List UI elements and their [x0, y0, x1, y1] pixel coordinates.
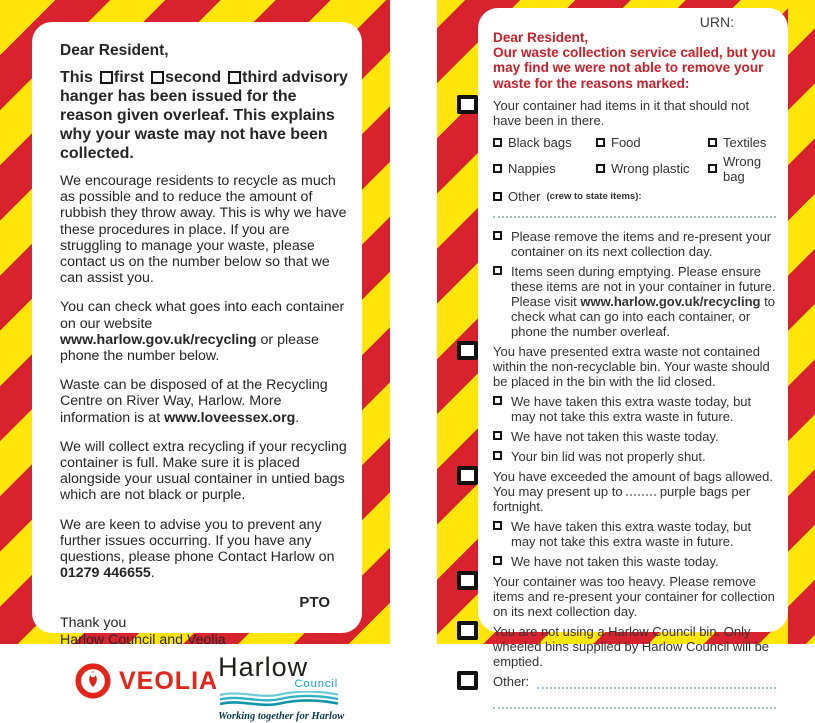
remove-items-text: Please remove the items and re-present your container on its next collection day. — [511, 228, 772, 259]
section-not-harlow-bin-text: You are not using a Harlow Council bin. Only wheeled bins supplied by Harlow Council will be emptied. — [493, 623, 770, 669]
other-items-write-line — [493, 216, 776, 218]
advisory-rest: advisory hanger has been issued for the reason given overleaf. This explains why your waste may not have been collected. — [60, 69, 348, 162]
harlow-council-logo — [218, 654, 344, 723]
harlow-logo-name: Harlow — [218, 652, 309, 683]
lid-not-shut-checkbox[interactable] — [493, 451, 502, 460]
taken-today-checkbox-2[interactable] — [493, 521, 502, 530]
taken-today-text-1: We have taken this extra waste today, but may not take this extra waste in future. — [511, 393, 752, 424]
not-taken-text-1: We have not taken this waste today. — [511, 428, 719, 444]
section-extra-waste — [493, 344, 776, 464]
section-not-harlow-bin — [493, 624, 776, 669]
exceeded-bags-checkbox[interactable] — [457, 466, 478, 485]
item-wrong-plastic — [596, 154, 708, 184]
right-hanger-panel — [478, 8, 788, 689]
other-items-checkbox[interactable] — [493, 192, 502, 201]
section-items-in-container — [493, 98, 776, 339]
phone-number: 01279 446655 — [60, 565, 151, 582]
item-black-bags — [493, 135, 596, 150]
banned-items-grid — [493, 135, 776, 184]
left-hanger-striped-border — [0, 0, 390, 723]
advisory-option-first: first — [113, 69, 145, 86]
right-heading-line2: Our waste collection service called, but you may find we were not able to remove your waste for the reasons marked: — [493, 45, 776, 91]
check-website-text-end: or please phone the number below. — [60, 331, 319, 365]
remove-items-checkbox[interactable] — [493, 231, 502, 240]
not-harlow-bin-checkbox[interactable] — [457, 621, 478, 640]
recycling-centre-text: Waste can be disposed of at the Recycling Centre on River Way, Harlow. More information is at — [60, 377, 328, 426]
item-nappies — [493, 154, 596, 184]
not-taken-text-2: We have not taken this waste today. — [511, 553, 719, 569]
veolia-logo-text: VEOLIA — [119, 666, 219, 695]
advisory-option-second: second — [165, 69, 222, 86]
food-checkbox[interactable] — [596, 138, 605, 147]
exceeded-text-pre: You have exceeded the amount of bags allowed. You may present up to — [493, 468, 773, 499]
nappies-label: Nappies — [508, 161, 556, 177]
paragraph-recycling-centre — [60, 377, 350, 426]
sub-not-taken-2 — [493, 554, 776, 569]
right-heading — [493, 30, 776, 91]
wrong-bag-checkbox[interactable] — [708, 164, 717, 173]
paragraph-check-website — [60, 299, 350, 364]
item-textiles — [708, 135, 776, 150]
bag-count-blank[interactable] — [626, 485, 656, 496]
section-too-heavy — [493, 574, 776, 619]
third-advisory-checkbox[interactable] — [228, 71, 241, 84]
section-too-heavy-text: Your container was too heavy. Please remove items and re-present your container for collection on its next collection day. — [493, 573, 775, 619]
wrong-plastic-label: Wrong plastic — [611, 161, 690, 177]
paragraph-extra-recycling: We will collect extra recycling if your recycling container is full. Make sure it is placed alongside your usual container in untied bags which are not black or purple. — [60, 438, 347, 504]
other-reason-label: Other: — [493, 673, 530, 689]
items-seen-text — [511, 264, 776, 339]
black-bags-checkbox[interactable] — [493, 138, 502, 147]
sub-items-seen — [493, 264, 776, 339]
paragraph-encourage-recycling: We encourage residents to recycle as much as possible and to reduce the amount of rubbish they throw away. This is why we have these procedures in place. If you are struggling to manage your waste, please contact us on the number below so that we can assist you. — [60, 173, 347, 287]
right-heading-line1: Dear Resident, — [493, 30, 589, 45]
item-wrong-bag — [708, 154, 776, 184]
harlow-logo-tagline: Working together for Harlow — [218, 711, 345, 723]
left-hanger-panel — [32, 22, 362, 723]
exceeded-text-post: purple bags per fortnight. — [493, 483, 751, 514]
sub-taken-today-2 — [493, 519, 776, 549]
lid-not-shut-text: Your bin lid was not properly shut. — [511, 448, 706, 464]
section-other — [493, 674, 776, 709]
not-taken-checkbox-1[interactable] — [493, 431, 502, 440]
wrong-plastic-checkbox[interactable] — [596, 164, 605, 173]
right-hanger-striped-border — [437, 0, 815, 689]
second-advisory-checkbox[interactable] — [151, 71, 164, 84]
contact-text: We are keen to advise you to prevent any further issues occurring. If you have any questions, please phone Contact Harlow on — [60, 516, 335, 566]
section-exceeded-text — [493, 469, 776, 514]
wrong-bag-label: Wrong bag — [723, 153, 762, 184]
harlow-logo-council: Council — [294, 678, 339, 691]
contact-text-end: . — [150, 565, 155, 582]
section-extra-waste-text: You have presented extra waste not contained within the non-recyclable bin. Your waste should be placed in the bin with the lid closed. — [493, 343, 770, 389]
other-reason-write-line[interactable] — [537, 676, 776, 689]
textiles-label: Textiles — [723, 134, 767, 150]
advisory-paragraph — [60, 68, 350, 163]
food-label: Food — [611, 134, 641, 150]
items-in-container-checkbox[interactable] — [457, 95, 478, 114]
taken-today-checkbox-1[interactable] — [493, 396, 502, 405]
thanks-line1: Thank you — [60, 615, 127, 632]
items-seen-checkbox[interactable] — [493, 266, 502, 275]
crew-note: (crew to state items): — [546, 190, 642, 202]
item-other — [493, 189, 776, 204]
taken-today-text-2: We have taken this extra waste today, but may not take this extra waste in future. — [511, 518, 752, 549]
items-seen-text-post: to check what can go into each container, or phone the number overleaf. — [511, 293, 775, 339]
recycling-centre-text-end: . — [295, 409, 300, 426]
other-items-label: Other — [508, 188, 541, 204]
thanks-line2: Harlow Council and Veolia — [60, 631, 226, 648]
sub-remove-items — [493, 229, 776, 259]
loveessex-url: www.loveessex.org — [164, 409, 296, 426]
veolia-logo — [74, 662, 218, 700]
black-bags-label: Black bags — [508, 134, 572, 150]
items-seen-url: www.harlow.gov.uk/recycling — [580, 293, 761, 309]
sub-lid-not-shut — [493, 449, 776, 464]
extra-waste-checkbox[interactable] — [457, 341, 478, 360]
advisory-prefix: This — [60, 69, 93, 86]
check-website-text: You can check what goes into each container on our website — [60, 299, 345, 332]
item-food — [596, 135, 708, 150]
textiles-checkbox[interactable] — [708, 138, 717, 147]
section-items-text: Your container had items in it that should not have been in there. — [493, 97, 750, 128]
pto-label: PTO — [299, 594, 330, 612]
nappies-checkbox[interactable] — [493, 164, 502, 173]
not-taken-checkbox-2[interactable] — [493, 556, 502, 565]
advisory-option-third: third — [242, 69, 278, 86]
recycling-url: www.harlow.gov.uk/recycling — [60, 331, 257, 348]
sub-taken-today-1 — [493, 394, 776, 424]
veolia-emblem-icon — [74, 662, 112, 700]
harlow-waves-icon — [218, 691, 340, 707]
other-reason-checkbox[interactable] — [457, 671, 478, 690]
left-greeting: Dear Resident, — [60, 42, 169, 59]
paragraph-contact — [60, 517, 350, 582]
sub-not-taken-1 — [493, 429, 776, 444]
other-reason-write-line-2[interactable] — [493, 707, 776, 709]
section-exceeded-bags — [493, 469, 776, 569]
other-reason-row — [493, 674, 776, 689]
logos-row — [60, 652, 350, 723]
too-heavy-checkbox[interactable] — [457, 571, 478, 590]
first-advisory-checkbox[interactable] — [100, 71, 113, 84]
items-seen-text-pre: Items seen during emptying. Please ensure these items are not in your container in future. Please visit — [511, 263, 776, 309]
urn-label: URN: — [699, 14, 734, 30]
